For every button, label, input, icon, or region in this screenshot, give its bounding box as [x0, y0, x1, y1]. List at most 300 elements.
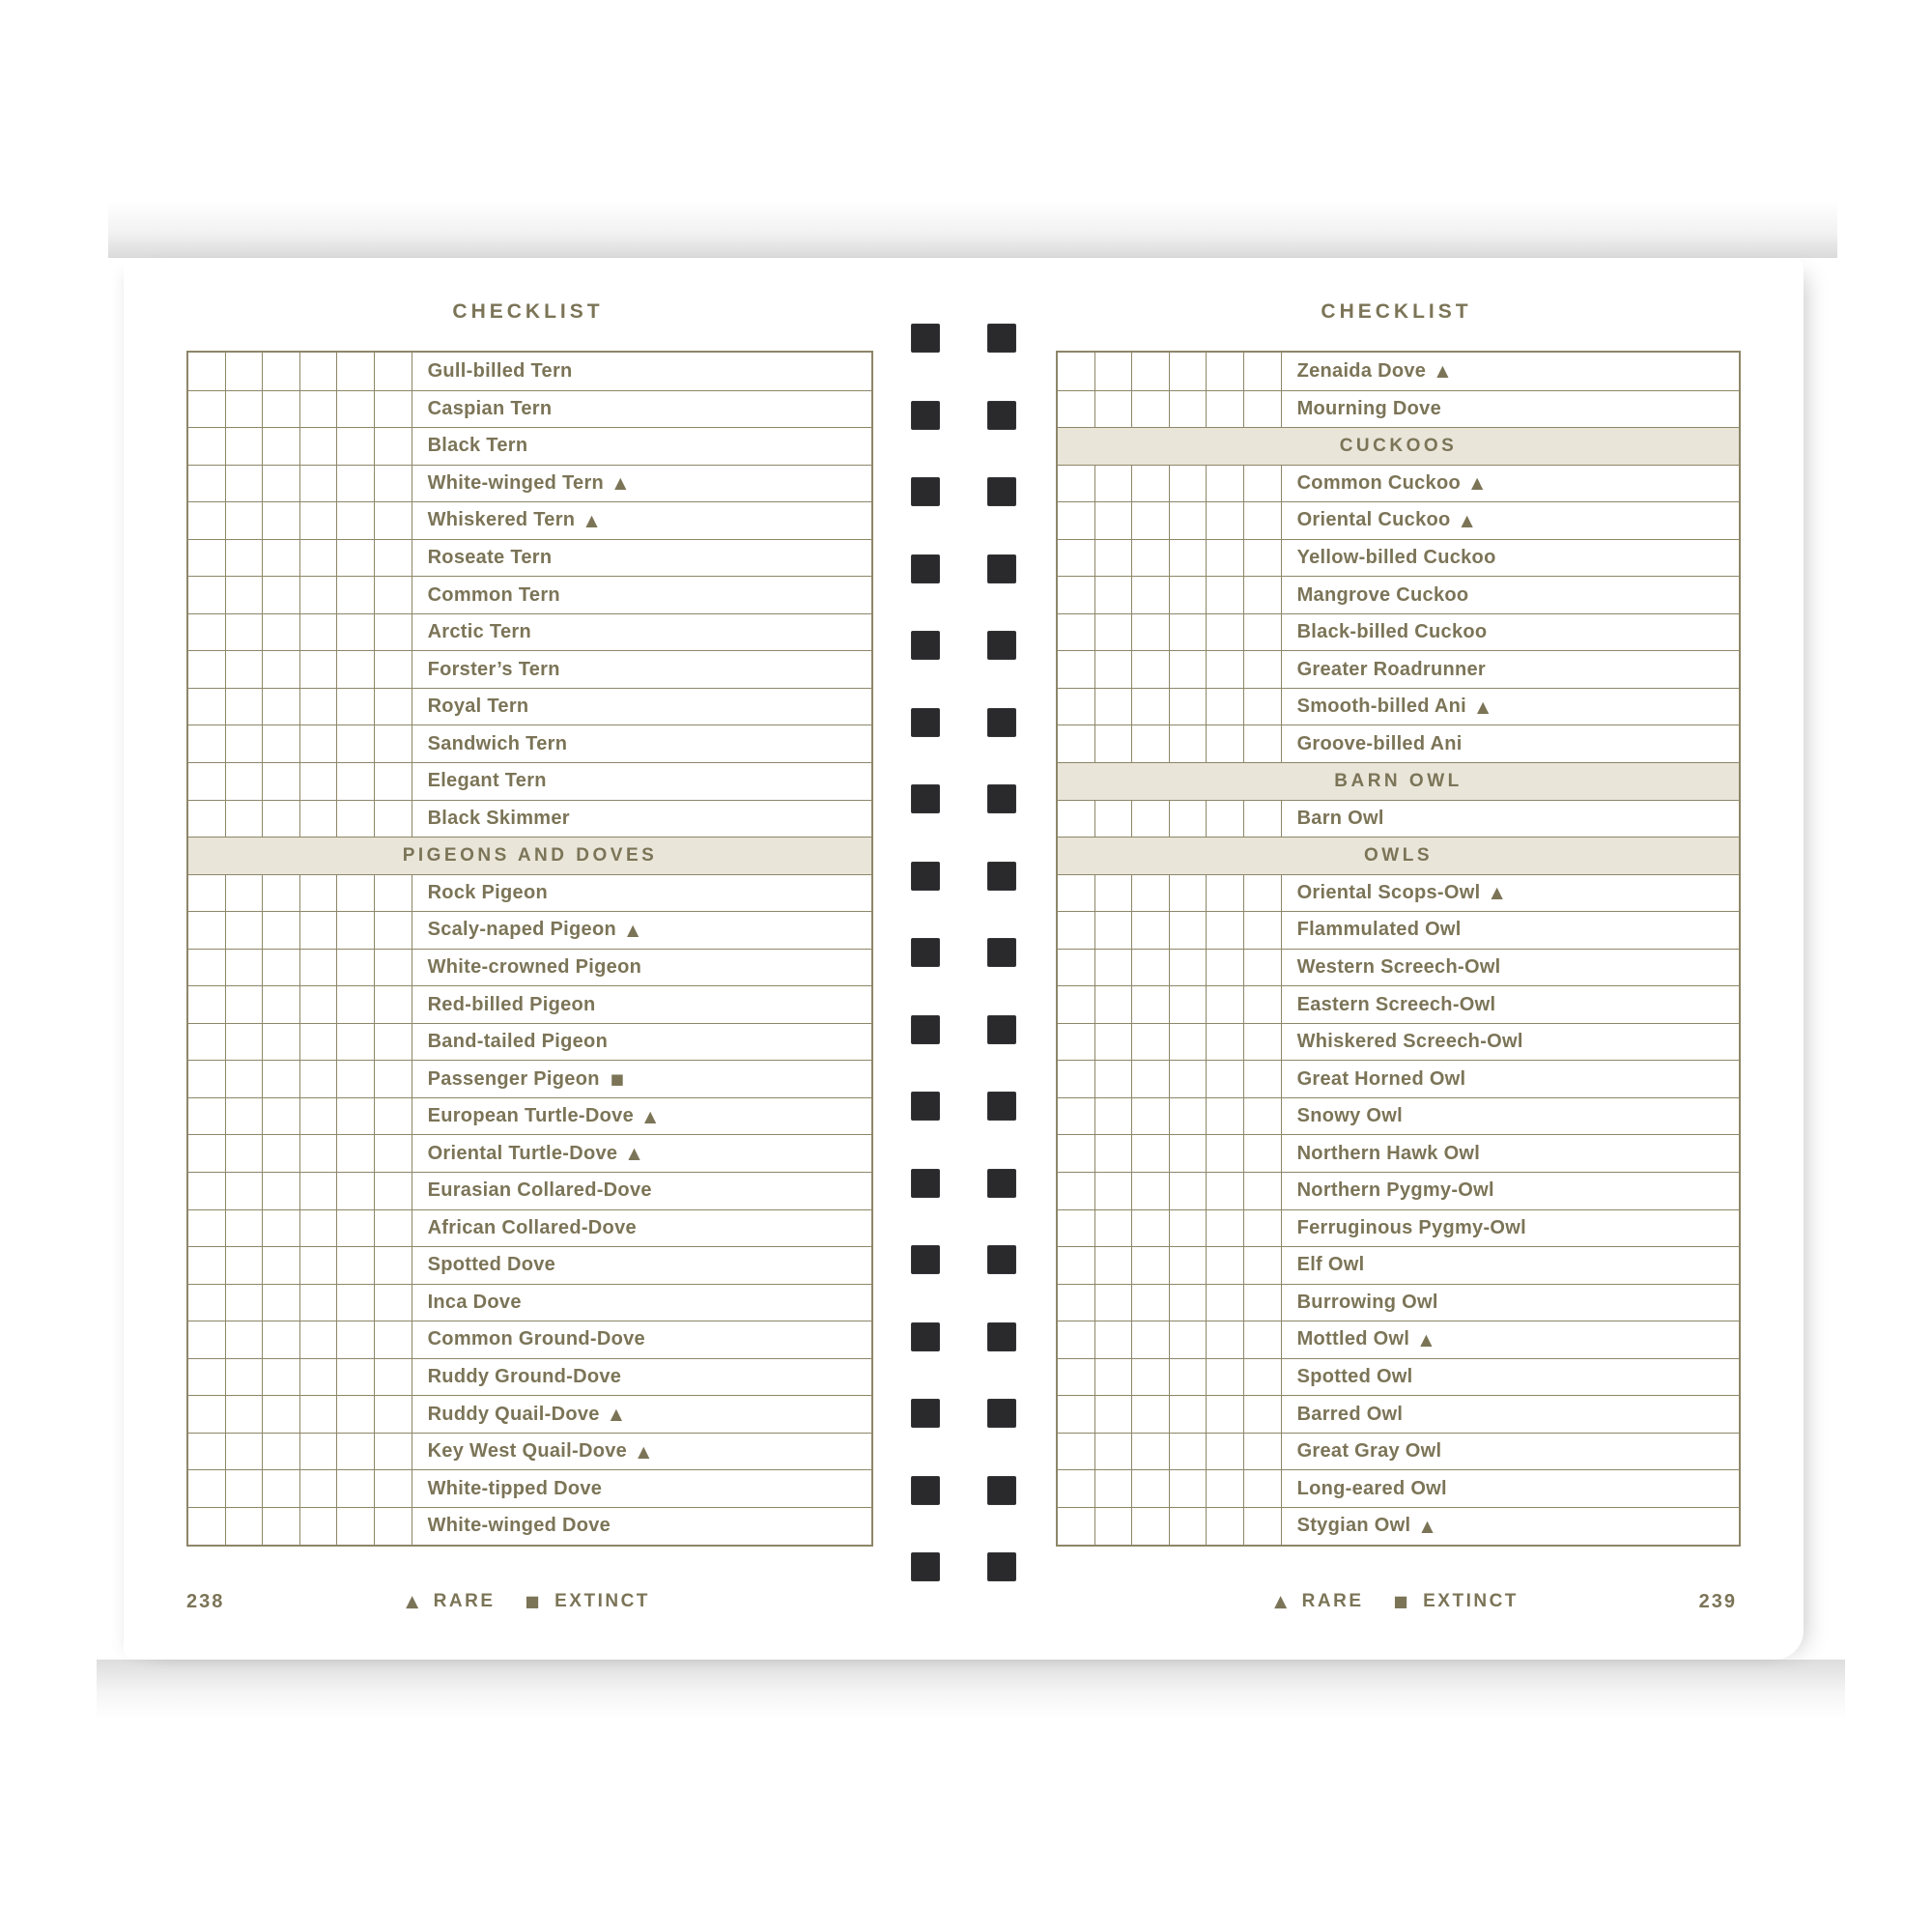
species-name-cell [1282, 391, 1739, 428]
species-row [1058, 1172, 1739, 1209]
checkbox-cell [1095, 577, 1133, 613]
species-row [1058, 949, 1739, 986]
species-name: Greater Roadrunner [1296, 658, 1487, 680]
species-name: Spotted Dove [427, 1254, 556, 1276]
checkbox-cell [1058, 1061, 1095, 1097]
checkbox-cell [1095, 1321, 1133, 1358]
binding-hole-column [911, 324, 940, 1581]
checkbox-cell [337, 875, 375, 912]
left-legend [186, 1591, 869, 1612]
checkbox-cell [188, 1247, 226, 1284]
species-name-cell [412, 1210, 871, 1247]
binding-hole [987, 862, 1016, 891]
checkbox-cell [226, 466, 264, 502]
species-row [1058, 1060, 1739, 1097]
species-row [1058, 1433, 1739, 1470]
checkbox-cell [226, 763, 264, 800]
species-name: Zenaida Dove [1296, 359, 1427, 382]
checkbox-cell [188, 801, 226, 838]
checkbox-cell [1095, 353, 1133, 390]
species-name: Arctic Tern [427, 621, 531, 643]
species-row [1058, 1209, 1739, 1247]
checkbox-cell [300, 466, 338, 502]
checkbox-cell [1095, 875, 1133, 912]
species-name-cell [412, 1247, 871, 1284]
checkbox-cell [1207, 391, 1244, 428]
checkbox-cell [337, 502, 375, 539]
checkbox-cell [375, 763, 412, 800]
checkbox-cell [263, 540, 300, 577]
species-name-cell [1282, 1098, 1739, 1135]
right-checklist-table [1056, 351, 1741, 1547]
checkbox-cell [1132, 1173, 1170, 1209]
checkbox-cell [188, 875, 226, 912]
checkbox-cell [188, 1359, 226, 1396]
checkbox-cell [300, 1434, 338, 1470]
species-name-cell [412, 391, 871, 428]
checkbox-cell [188, 502, 226, 539]
checkbox-cell [1132, 1321, 1170, 1358]
checkbox-cell [300, 689, 338, 725]
checkbox-cell [1170, 986, 1208, 1023]
checkbox-cell [1132, 801, 1170, 838]
checkbox-cell [1058, 1098, 1095, 1135]
checkbox-cell [337, 1508, 375, 1545]
checkbox-cell [1132, 950, 1170, 986]
species-name-cell [1282, 466, 1739, 502]
checkbox-cell [1244, 577, 1282, 613]
checkbox-cell [1244, 1024, 1282, 1061]
species-name-cell [1282, 1434, 1739, 1470]
binding-hole [911, 784, 940, 813]
checkbox-cell [1207, 1024, 1244, 1061]
rare-marker-icon: ▲ [614, 473, 627, 493]
species-name-cell [412, 428, 871, 465]
checkbox-cell [1132, 466, 1170, 502]
species-name: Oriental Turtle-Dove [427, 1142, 618, 1164]
checkbox-cell [1244, 353, 1282, 390]
checkbox-cell [263, 1135, 300, 1172]
species-row [188, 1246, 871, 1284]
binding-hole [987, 554, 1016, 583]
checkbox-cell [226, 1470, 264, 1507]
species-row [1058, 1358, 1739, 1396]
species-name: White-winged Tern [427, 471, 605, 494]
species-name-cell [412, 689, 871, 725]
species-name: Mangrove Cuckoo [1296, 583, 1469, 606]
checkbox-cell [226, 614, 264, 651]
checkbox-cell [1132, 1470, 1170, 1507]
checkbox-cell [1207, 1359, 1244, 1396]
checkbox-cell [1132, 1024, 1170, 1061]
species-name: Great Horned Owl [1296, 1067, 1466, 1090]
rare-marker-icon: ▲ [406, 1591, 421, 1611]
species-name-cell [1282, 689, 1739, 725]
checkbox-cell [1244, 1098, 1282, 1135]
species-row [1058, 800, 1739, 838]
checkbox-cell [188, 1173, 226, 1209]
checkbox-cell [226, 540, 264, 577]
binding-hole [987, 1399, 1016, 1428]
checkbox-cell [300, 502, 338, 539]
checkbox-cell [1132, 614, 1170, 651]
checkbox-cell [300, 1508, 338, 1545]
checkbox-cell [337, 1470, 375, 1507]
species-name-cell [412, 1024, 871, 1061]
species-name-cell [1282, 1247, 1739, 1284]
binding-hole [911, 477, 940, 506]
species-name-cell [412, 1173, 871, 1209]
species-row [188, 800, 871, 838]
rare-marker-icon: ▲ [1461, 510, 1473, 529]
checkbox-cell [1132, 353, 1170, 390]
checkbox-cell [1095, 689, 1133, 725]
species-name: Snowy Owl [1296, 1105, 1403, 1127]
species-name-cell [412, 1396, 871, 1433]
species-name: Scaly-naped Pigeon [427, 919, 617, 941]
binding-hole [911, 708, 940, 737]
binding-hole [987, 1476, 1016, 1505]
binding-hole [911, 1399, 940, 1428]
checkbox-cell [337, 428, 375, 465]
legend-rare-label: RARE [1301, 1591, 1364, 1611]
checkbox-cell [188, 1024, 226, 1061]
species-name-cell [1282, 1508, 1739, 1545]
checkbox-cell [1207, 1061, 1244, 1097]
checkbox-cell [1058, 1135, 1095, 1172]
checkbox-cell [1095, 1024, 1133, 1061]
binding-hole [987, 1552, 1016, 1581]
page-top-shadow [108, 201, 1837, 258]
checkbox-cell [1095, 1135, 1133, 1172]
species-name-cell [1282, 353, 1739, 390]
checkbox-cell [1095, 614, 1133, 651]
species-row [1058, 874, 1739, 912]
species-row [188, 1209, 871, 1247]
checkbox-cell [226, 1434, 264, 1470]
checkbox-cell [1207, 651, 1244, 688]
section-header-row [188, 837, 871, 874]
species-name: Great Gray Owl [1296, 1440, 1442, 1463]
checkbox-cell [375, 540, 412, 577]
species-name-cell [1282, 1061, 1739, 1097]
species-name-cell [1282, 912, 1739, 949]
checkbox-cell [1170, 651, 1208, 688]
checkbox-cell [1207, 1135, 1244, 1172]
checkbox-cell [226, 651, 264, 688]
checkbox-cell [337, 577, 375, 613]
section-title: OWLS [1364, 844, 1433, 866]
species-name: Northern Hawk Owl [1296, 1142, 1481, 1164]
checkbox-cell [337, 689, 375, 725]
species-name-cell [412, 502, 871, 539]
checkbox-cell [1058, 986, 1095, 1023]
binding-hole [911, 862, 940, 891]
species-name-cell [1282, 1359, 1739, 1396]
checkbox-cell [1095, 502, 1133, 539]
species-row [1058, 1284, 1739, 1321]
checkbox-cell [300, 986, 338, 1023]
checkbox-cell [1170, 1024, 1208, 1061]
rare-marker-icon: ▲ [1436, 361, 1449, 381]
legend-extinct-label: EXTINCT [1423, 1591, 1519, 1611]
species-row [188, 539, 871, 577]
species-row [1058, 1134, 1739, 1172]
species-name: Groove-billed Ani [1296, 732, 1463, 754]
species-name: White-crowned Pigeon [427, 956, 642, 979]
checkbox-cell [188, 1396, 226, 1433]
checkbox-cell [375, 1285, 412, 1321]
rare-marker-icon: ▲ [1421, 1516, 1434, 1535]
checkbox-cell [337, 1434, 375, 1470]
checkbox-cell [1244, 689, 1282, 725]
species-name-cell [1282, 986, 1739, 1023]
species-name: Mourning Dove [1296, 397, 1442, 419]
checkbox-cell [1207, 502, 1244, 539]
checkbox-cell [1095, 1173, 1133, 1209]
binding-hole [987, 708, 1016, 737]
checkbox-cell [263, 577, 300, 613]
checkbox-cell [1207, 912, 1244, 949]
checkbox-cell [188, 1098, 226, 1135]
species-name-cell [412, 763, 871, 800]
checkbox-cell [1132, 1396, 1170, 1433]
species-name-cell [412, 540, 871, 577]
species-name-cell [412, 1470, 871, 1507]
checkbox-cell [1244, 1135, 1282, 1172]
species-name: Ferruginous Pygmy-Owl [1296, 1216, 1527, 1238]
binding-hole [911, 1015, 940, 1044]
checkbox-cell [375, 391, 412, 428]
checkbox-cell [300, 353, 338, 390]
species-name: Long-eared Owl [1296, 1477, 1447, 1499]
rare-marker-icon: ▲ [627, 920, 639, 939]
species-name: Whiskered Tern [427, 509, 576, 531]
checkbox-cell [188, 353, 226, 390]
checkbox-cell [1244, 1396, 1282, 1433]
checkbox-cell [375, 689, 412, 725]
species-row [1058, 1097, 1739, 1135]
species-row [188, 949, 871, 986]
checkbox-cell [226, 428, 264, 465]
binding-hole [911, 1245, 940, 1274]
species-row [188, 1358, 871, 1396]
checkbox-cell [263, 651, 300, 688]
species-name: Inca Dove [427, 1291, 522, 1313]
checkbox-cell [300, 1321, 338, 1358]
species-row [1058, 1246, 1739, 1284]
checkbox-cell [1207, 1508, 1244, 1545]
checkbox-cell [1132, 1098, 1170, 1135]
checkbox-cell [1058, 912, 1095, 949]
right-page-title: CHECKLIST [1321, 300, 1472, 323]
species-name-cell [1282, 614, 1739, 651]
checkbox-cell [300, 1396, 338, 1433]
checkbox-cell [1207, 1285, 1244, 1321]
checkbox-cell [226, 801, 264, 838]
checkbox-cell [263, 912, 300, 949]
checkbox-cell [226, 725, 264, 762]
species-row [1058, 1321, 1739, 1358]
checkbox-cell [1244, 1247, 1282, 1284]
checkbox-cell [1095, 1508, 1133, 1545]
species-row [1058, 650, 1739, 688]
checkbox-cell [1132, 1247, 1170, 1284]
section-title: PIGEONS AND DOVES [402, 844, 658, 866]
checkbox-cell [188, 391, 226, 428]
checkbox-cell [300, 801, 338, 838]
checkbox-cell [1058, 1321, 1095, 1358]
species-name-cell [412, 1135, 871, 1172]
checkbox-cell [1132, 391, 1170, 428]
species-row [188, 1023, 871, 1061]
checkbox-cell [375, 950, 412, 986]
checkbox-cell [1132, 725, 1170, 762]
checkbox-cell [1095, 912, 1133, 949]
checkbox-cell [1058, 466, 1095, 502]
checkbox-cell [1095, 1359, 1133, 1396]
checkbox-cell [1170, 689, 1208, 725]
checkbox-cell [263, 1285, 300, 1321]
section-title: BARN OWL [1334, 770, 1463, 791]
checkbox-cell [226, 353, 264, 390]
checkbox-cell [226, 1135, 264, 1172]
species-name-cell [412, 875, 871, 912]
checkbox-cell [1058, 725, 1095, 762]
checkbox-cell [1170, 801, 1208, 838]
checkbox-cell [1207, 725, 1244, 762]
species-row [188, 1097, 871, 1135]
checkbox-cell [263, 1396, 300, 1433]
checkbox-cell [337, 1285, 375, 1321]
species-name-cell [1282, 950, 1739, 986]
species-name: Rock Pigeon [427, 881, 548, 903]
checkbox-cell [337, 725, 375, 762]
checkbox-cell [1058, 1024, 1095, 1061]
species-name-cell [412, 353, 871, 390]
species-name: White-winged Dove [427, 1515, 611, 1537]
species-name: Burrowing Owl [1296, 1291, 1438, 1313]
checkbox-cell [226, 1396, 264, 1433]
binding-hole [987, 477, 1016, 506]
species-name: Northern Pygmy-Owl [1296, 1179, 1494, 1202]
checkbox-cell [188, 614, 226, 651]
binding-hole [987, 324, 1016, 353]
binding-hole [911, 1092, 940, 1121]
left-page-number: 238 [186, 1591, 225, 1612]
section-header-row [1058, 427, 1739, 465]
checkbox-cell [300, 912, 338, 949]
binding-hole [987, 938, 1016, 967]
binding-hole [987, 784, 1016, 813]
checkbox-cell [337, 912, 375, 949]
species-row [188, 427, 871, 465]
checkbox-cell [188, 1508, 226, 1545]
checkbox-cell [226, 577, 264, 613]
species-row [1058, 1469, 1739, 1507]
checkbox-cell [300, 428, 338, 465]
checkbox-cell [337, 1359, 375, 1396]
checkbox-cell [226, 1285, 264, 1321]
checkbox-cell [300, 875, 338, 912]
species-name: Barn Owl [1296, 807, 1384, 829]
checkbox-cell [1170, 502, 1208, 539]
extinct-marker-icon: ■ [610, 1069, 624, 1088]
checkbox-cell [1095, 1470, 1133, 1507]
species-name-cell [1282, 1321, 1739, 1358]
checkbox-cell [263, 466, 300, 502]
checkbox-cell [263, 1024, 300, 1061]
checkbox-cell [337, 353, 375, 390]
checkbox-cell [1244, 651, 1282, 688]
checkbox-cell [375, 1061, 412, 1097]
species-name: Common Ground-Dove [427, 1328, 645, 1350]
checkbox-cell [1095, 986, 1133, 1023]
checkbox-cell [1244, 1321, 1282, 1358]
checkbox-cell [375, 801, 412, 838]
checkbox-cell [188, 986, 226, 1023]
checkbox-cell [1132, 1359, 1170, 1396]
checkbox-cell [1095, 801, 1133, 838]
species-name: Flammulated Owl [1296, 919, 1462, 941]
species-name-cell [1282, 1173, 1739, 1209]
checkbox-cell [375, 428, 412, 465]
checkbox-cell [1170, 1285, 1208, 1321]
checkbox-cell [1207, 986, 1244, 1023]
checkbox-cell [1058, 540, 1095, 577]
checkbox-cell [337, 466, 375, 502]
checkbox-cell [226, 986, 264, 1023]
species-name: Caspian Tern [427, 397, 553, 419]
checkbox-cell [263, 1508, 300, 1545]
checkbox-cell [263, 1247, 300, 1284]
checkbox-cell [300, 1470, 338, 1507]
binding-hole [987, 631, 1016, 660]
checkbox-cell [1132, 502, 1170, 539]
species-name: Oriental Scops-Owl [1296, 881, 1481, 903]
checkbox-cell [226, 391, 264, 428]
section-header-row [1058, 837, 1739, 874]
checkbox-cell [1170, 1359, 1208, 1396]
species-row [1058, 985, 1739, 1023]
checkbox-cell [226, 1098, 264, 1135]
checkbox-cell [188, 466, 226, 502]
species-name-cell [412, 1508, 871, 1545]
species-name: Eurasian Collared-Dove [427, 1179, 652, 1202]
species-name: Black Tern [427, 435, 528, 457]
checkbox-cell [375, 353, 412, 390]
section-title: CUCKOOS [1339, 435, 1458, 456]
checkbox-cell [1170, 1098, 1208, 1135]
legend-extinct-label: EXTINCT [554, 1591, 650, 1611]
species-name: Black Skimmer [427, 807, 570, 829]
checkbox-cell [263, 950, 300, 986]
species-row [1058, 539, 1739, 577]
species-row [188, 1321, 871, 1358]
checkbox-cell [1058, 502, 1095, 539]
species-row [188, 353, 871, 390]
checkbox-cell [226, 1508, 264, 1545]
extinct-marker-icon: ■ [525, 1592, 543, 1610]
checkbox-cell [1170, 725, 1208, 762]
binding-hole [987, 1245, 1016, 1274]
species-name: Forster’s Tern [427, 658, 560, 680]
species-name: Western Screech-Owl [1296, 956, 1501, 979]
checkbox-cell [375, 466, 412, 502]
left-checklist-table [186, 351, 873, 1547]
checkbox-cell [263, 763, 300, 800]
species-name-cell [1282, 540, 1739, 577]
